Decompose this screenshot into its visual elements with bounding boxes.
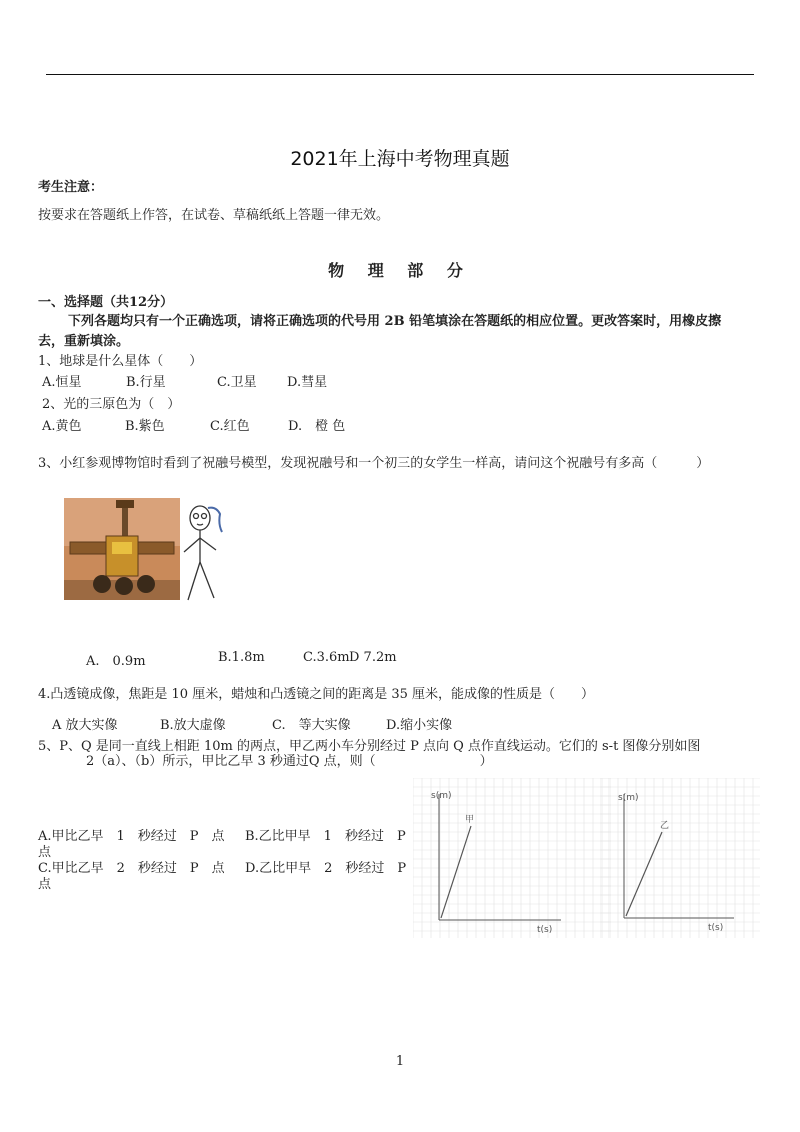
notice-label: 考生注意： [38,180,104,195]
q3-option-d: D 7.2m [349,650,397,665]
graph-b-y-label: s(m) [618,793,639,803]
st-graph-b [600,778,760,938]
q2-option-b: B.紫色 [125,419,165,434]
q4-stem: 4.凸透镜成像，焦距是 10 厘米，蜡烛和凸透镜之间的距离是 35 厘米，能成像的性质是（ ） [38,687,595,702]
q1-option-d: D.彗星 [287,375,328,390]
q4-option-a: A 放大实像 [52,718,118,733]
q4-option-c: C. 等大实像 [272,718,351,733]
page-title: 2021年上海中考物理真题 [290,148,510,170]
q2-option-a: A.黄色 [42,419,82,434]
q3-stem: 3、小红参观博物馆时看到了祝融号模型，发现祝融号和一个初三的女学生一样高，请问这个祝融号有多高（ ） [38,456,710,471]
graph-a-line-label: 甲 [465,815,475,825]
student-stick-figure [176,500,236,604]
q1-stem: 1、地球是什么星体（ ） [38,354,203,369]
graph-b-x-label: t(s) [708,923,724,933]
part1-instruction-line2: 去，重新填涂。 [38,334,130,349]
part1-instruction-line1: 下列各题均只有一个正确选项，请将正确选项的代号用 2B 铅笔填涂在答题纸的相应位置。更改答案时，用橡皮擦 [68,314,722,329]
notice-text: 按要求在答题纸上作答，在试卷、草稿纸纸上答题一律无效。 [38,208,390,223]
q5-stem-line1: 5、P、Q 是同一直线上相距 10m 的两点，甲乙两小车分别经过 P 点向 Q 点作直线运动。它们的 s-t 图像分别如图 [38,739,701,754]
q5-option-a-wrap: 点 [38,845,52,860]
q5-option-d: D.乙比甲早 2 秒经过 P [245,861,407,876]
q4-option-b: B.放大虚像 [160,718,226,733]
rover-photo [64,498,180,600]
header-rule [46,74,754,75]
q5-option-a: A.甲比乙早 1 秒经过 P 点 [38,829,225,844]
q2-stem: 2、光的三原色为（ ） [42,397,181,412]
q1-option-c: C.卫星 [217,375,257,390]
q5-option-c: C.甲比乙早 2 秒经过 P 点 [38,861,225,876]
graph-b-line-label: 乙 [660,821,670,831]
q5-stem-line2: 2（a）、（b）所示，甲比乙早 3 秒通过Q 点，则（ ） [86,754,493,769]
graph-b-line [626,832,662,916]
q3-option-a: A. 0.9m [86,654,146,669]
q2-option-d: D. 橙 色 [288,419,346,434]
q2-option-c: C.红色 [210,419,250,434]
q3-option-b: B.1.8m [218,650,265,665]
section-title: 物 理 部 分 [328,261,472,280]
q4-option-d: D.缩小实像 [386,718,453,733]
q1-option-a: A.恒星 [42,375,82,390]
q3-option-c: C.3.6m [303,650,350,665]
q1-option-b: B.行星 [126,375,166,390]
q5-option-c-wrap: 点 [38,877,52,892]
graph-a-x-label: t(s) [537,925,553,935]
st-graph-a [413,778,611,938]
page-number: 1 [395,1054,405,1069]
graph-a-y-label: s(m) [431,791,452,801]
part1-heading: 一、选择题（共12分） [38,295,174,310]
q5-option-b: B.乙比甲早 1 秒经过 P [245,829,406,844]
